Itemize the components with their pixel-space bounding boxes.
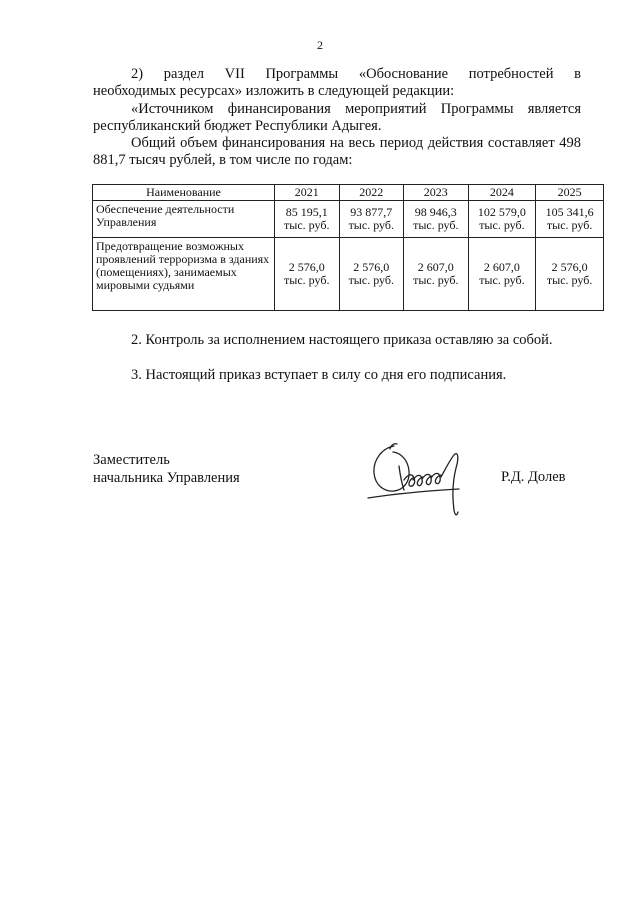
paragraph-total-funding: Общий объем финансирования на весь период действия составляет 498 881,7 тысяч рублей, в том числе по годам: bbox=[93, 135, 581, 168]
row-name: Обеспечение деятельности Управления bbox=[93, 201, 275, 238]
cell-amount: 105 341,6 bbox=[545, 205, 594, 219]
cell-unit: тыс. руб. bbox=[546, 218, 593, 232]
table-cell bbox=[339, 201, 404, 238]
header-year: 2024 bbox=[468, 185, 536, 201]
cell-unit: тыс. руб. bbox=[479, 218, 525, 232]
signer-name: Р.Д. Долев bbox=[501, 469, 566, 485]
table-row bbox=[93, 201, 604, 238]
paragraph-section-vii bbox=[93, 66, 581, 100]
cell-amount: 2 576,0 bbox=[288, 260, 325, 274]
cell-unit: тыс. руб. bbox=[284, 218, 330, 232]
signer-title-line: Заместитель bbox=[93, 452, 170, 468]
header-year: 2025 bbox=[536, 185, 604, 201]
table-row bbox=[93, 238, 604, 311]
cell-unit: тыс. руб. bbox=[413, 273, 459, 287]
row-name: Предотвращение возможных проявлений терроризма в зданиях (помещениях), занимаемых мировыми судьями bbox=[93, 238, 275, 311]
paragraph-line: 2) раздел VII Программы «Обоснование потребностей в bbox=[131, 66, 581, 82]
table-cell bbox=[536, 238, 604, 311]
page-number: 2 bbox=[317, 38, 323, 52]
signer-title bbox=[93, 451, 240, 487]
cell-amount: 2 607,0 bbox=[417, 260, 454, 274]
order-item-3: 3. Настоящий приказ вступает в силу со дня его подписания. bbox=[131, 367, 507, 383]
cell-unit: тыс. руб. bbox=[284, 273, 330, 287]
cell-amount: 93 877,7 bbox=[350, 205, 393, 219]
cell-unit: тыс. руб. bbox=[348, 273, 394, 287]
cell-amount: 2 576,0 bbox=[353, 260, 390, 274]
cell-unit: тыс. руб. bbox=[479, 273, 525, 287]
table-cell bbox=[468, 238, 536, 311]
cell-amount: 2 607,0 bbox=[483, 260, 520, 274]
table-cell bbox=[404, 201, 469, 238]
table-cell bbox=[275, 201, 340, 238]
paragraph-line: необходимых ресурсах» изложить в следующей редакции: bbox=[93, 83, 455, 99]
table-cell bbox=[468, 201, 536, 238]
cell-amount: 85 195,1 bbox=[285, 205, 328, 219]
paragraph-funding-source: «Источником финансирования мероприятий Программы является республиканский бюджет Республики Адыгея. bbox=[93, 101, 581, 134]
funding-table bbox=[92, 184, 604, 311]
header-year: 2022 bbox=[339, 185, 404, 201]
signer-title-line: начальника Управления bbox=[93, 470, 240, 486]
table-cell bbox=[339, 238, 404, 311]
cell-amount: 102 579,0 bbox=[477, 205, 526, 219]
cell-unit: тыс. руб. bbox=[546, 273, 593, 287]
header-year: 2021 bbox=[275, 185, 340, 201]
table-cell bbox=[275, 238, 340, 311]
header-name: Наименование bbox=[93, 185, 275, 201]
handwritten-signature bbox=[364, 440, 489, 520]
table-cell bbox=[536, 201, 604, 238]
order-item-2: 2. Контроль за исполнением настоящего приказа оставляю за собой. bbox=[131, 332, 553, 348]
cell-amount: 98 946,3 bbox=[414, 205, 457, 219]
header-year: 2023 bbox=[404, 185, 469, 201]
table-header-row bbox=[93, 185, 604, 201]
cell-unit: тыс. руб. bbox=[348, 218, 394, 232]
cell-unit: тыс. руб. bbox=[413, 218, 459, 232]
cell-amount: 2 576,0 bbox=[551, 260, 588, 274]
table-cell bbox=[404, 238, 469, 311]
